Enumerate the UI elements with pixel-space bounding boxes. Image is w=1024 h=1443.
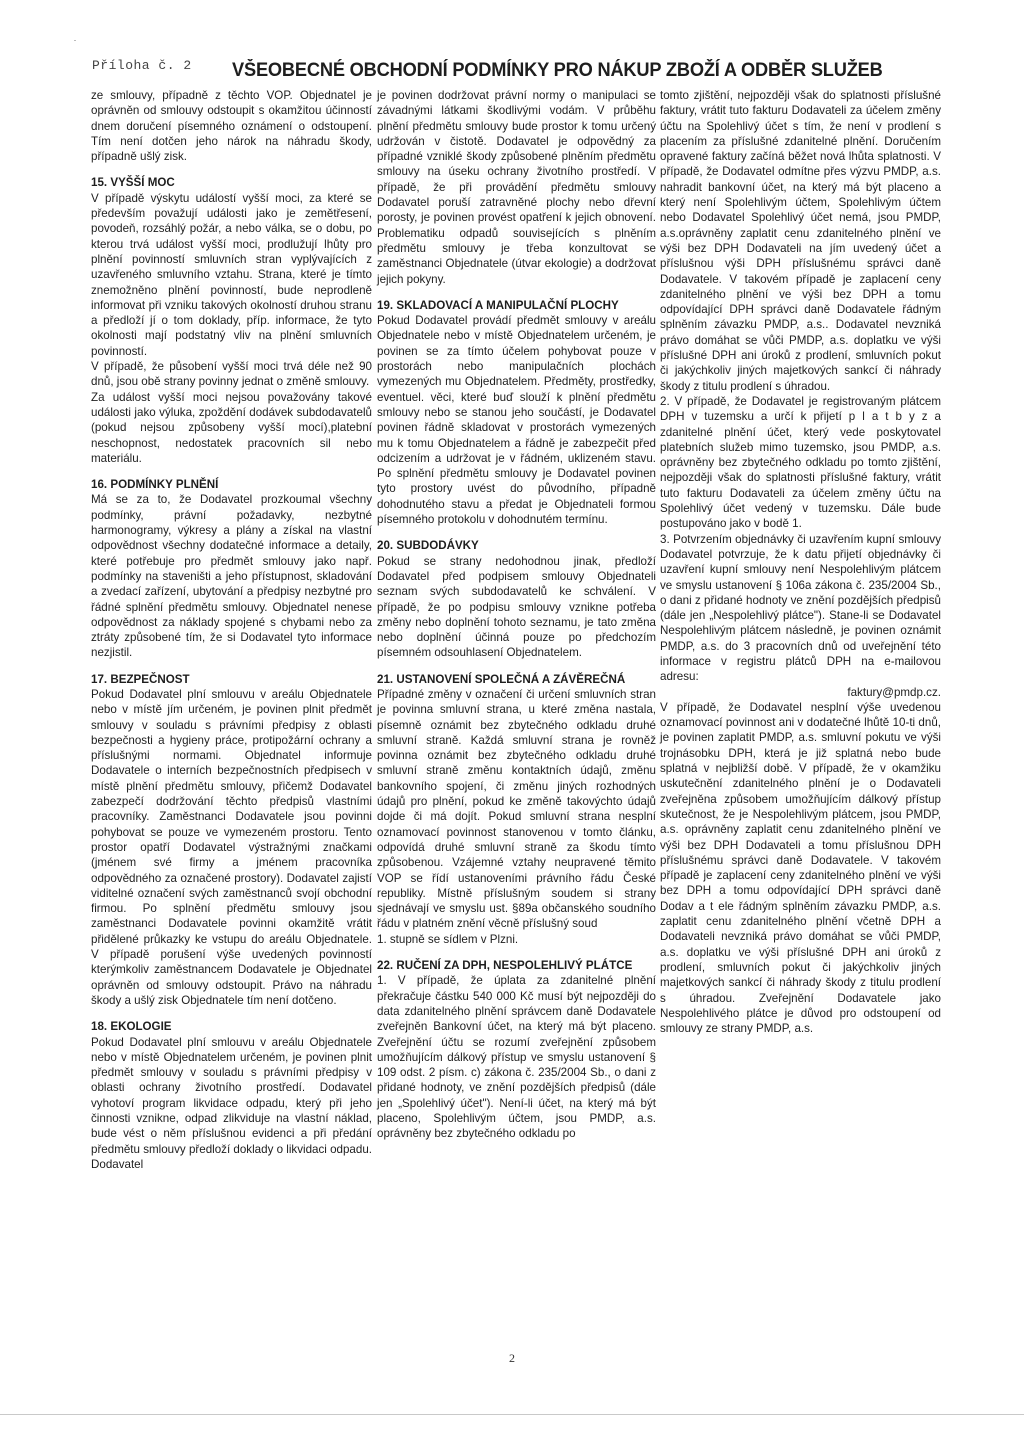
column-1 xyxy=(91,88,372,1172)
section-heading: 15. VYŠŠÍ MOC xyxy=(91,176,175,190)
paragraph: je povinen dodržovat právní normy o manipulaci se závadnými látkami škodlivými vodám. V průběhu plnění předmětu smlouvy bude prostor k tomu určený udržován v čistotě. Dodavatel je odpovědný za případné vzniklé škody způsobené plněním předmětu smlouvy na úseku ochrany životního prostředí. V případě, že při provádění předmětu smlouvy Dodavatel poruší zatravněné plochy nebo dřevní porosty, je povinen provést opatření k jejich obnovení. Problematiku odpadů souvisejících s plněním předmětu smlouvy je třeba konzultovat se zaměstnanci Objednatele (útvar ekologie) a dodržovat jejich pokyny. xyxy=(377,89,656,286)
paragraph: ze smlouvy, případně z těchto VOP. Objednatel je oprávněn od smlouvy odstoupit s okamžitou účinností dnem doručení písemného oznámení o odstoupení. Tím není dotčen jeho nárok na náhradu škody, případně ušlý zisk. xyxy=(91,89,372,164)
scan-artifact xyxy=(74,40,76,41)
paragraph: V případě, že Dodavatel nesplní výše uvedenou oznamovací povinnost ani v dodatečné lhůtě 10-ti dnů, je povinen zaplatit PMDP, a.s. smluvní pokutu ve výši trojnásobku DPH, která je již splatná nebo bude splatná v nejbližší době. V případě, že v okamžiku uskutečnění zdanitelného plnění je o Dodavateli zveřejněna způsobem umožňujícím dálkový přístup skutečnost, že je Nespolehlivým plátcem, jsou PMDP, a.s. oprávněny zaplatit cenu zdanitelného plnění ve výši bez DPH Dodavateli a tomu příslušnou DPH příslušnému správci daně Dodavatele. V takovém případě je zaplacení ceny zdanitelného plnění ve výši bez DPH a tomu odpovídající DPH správci daně Dodav a t ele řádným splněním závazku PMDP, a.s. zaplatit cenu zdanitelného plnění včetně DPH a Dodavateli nevzniká právo domáhat se vůči PMDP, a.s. doplatku ve výši příslušné DPH ani úroků z prodlení, smluvních pokut či jakýchkoliv jiných majetkových sankcí či náhrady škody z titulu prodlení s úhradou. Zveřejnění Dodavatele jako Nespolehlivého plátce je důvod pro odstoupení od smlouvy ze strany PMDP, a.s. xyxy=(660,700,941,1036)
email-address: faktury@pmdp.cz. xyxy=(847,685,941,699)
paragraph: Za událost vyšší moci nejsou považovány takové události jako výluka, zpoždění dodávek subdodavatelů (pokud nejsou způsobeny vyšší mocí),platební neschopnost, nedostatek pracovních sil nebo materiálu. xyxy=(91,390,372,465)
section-heading: 16. PODMÍNKY PLNĚNÍ xyxy=(91,478,219,492)
section-heading: 17. BEZPEČNOST xyxy=(91,672,190,686)
section-heading: 18. EKOLOGIE xyxy=(91,1020,172,1034)
section-heading: 21. USTANOVENÍ SPOLEČNÁ A ZÁVĚREČNÁ xyxy=(377,672,626,686)
paragraph: 3. Potvrzením objednávky či uzavřením kupní smlouvy Dodavatel potvrzuje, že k datu přijetí objednávky či uzavření kupní smlouvy není Nespolehlivým plátcem ve smyslu ustanovení § 106a zákona č. 235/2004 Sb., o dani z přidané hodnoty ve znění pozdějších předpisů (dále jen „Nespolehlivý plátce"). Stane-li se Dodavatel Nespolehlivým plátcem následně, je povinen oznámit PMDP, a.s. do 3 pracovních dnů od uveřejnění této informace v registru plátců DPH na e-mailovou adresu: xyxy=(660,532,941,684)
paragraph: Má se za to, že Dodavatel prozkoumal všechny podmínky, právní požadavky, nezbytné harmonogramy, výkresy a plány a získal na vlastní odpovědnost všechny dodatečné informace a detaily, které potřebuje pro předmět smlouvy jako např. podmínky na staveništi a jeho přístupnost, skladování a zvedací zařízení, ubytování a předpisy nezbytné pro řádné splnění předmětu smlouvy. Objednatel nenese odpovědnost za náklady spojené s chybami nebo za ztráty způsobené tím, že si Dodavatel tyto informace nezjistil. xyxy=(91,493,372,660)
section-heading: 22. RUČENÍ ZA DPH, NESPOLEHLIVÝ PLÁTCE xyxy=(377,959,633,973)
paragraph: 1. V případě, že úplata za zdanitelné plnění překračuje částku 540 000 Kč musí být nejpozději do data zdanitelného plnění správcem daně Dodavatele zveřejněn Bankovní účet, na který má být placeno. Zveřejnění účtu se rozumí zveřejnění způsobem umožňujícím dálkový přístup ve smyslu ustanovení § 109 odst. 2 písm. c) zákona č. 235/2004 Sb., o dani z přidané hodnoty, ve znění pozdějších předpisů (dále jen „Spolehlivý účet"). Není-li účet, na který má být placeno, Spolehlivým účtem, jsou PMDP, a.s. oprávněny bez zbytečného odkladu po xyxy=(377,974,656,1141)
paragraph: 1. stupně se sídlem v Plzni. xyxy=(377,932,519,946)
paragraph: Pokud Dodavatel provádí předmět smlouvy v areálu Objednatele nebo v místě Objednatelem určeném, je povinen se za tímto účelem pohybovat pouze v prostorách nebo manipulačních plochách vymezených mu Objednatelem. Předměty, prostředky, eventuel. věci, které buď slouží k plnění předmětu smlouvy nebo se stanou jeho součástí, je Dodavatel povinen řádně skladovat v prostorách vymezených mu k tomu Objednatelem a řádně je zabezpečit před odcizením a udržovat je v řádném, uklizeném stavu. Po splnění předmětu smlouvy je Dodavatel povinen tyto prostory uvést do původního, případně dohodnutého stavu a předat je Objednateli formou písemného protokolu v dohodnutém termínu. xyxy=(377,314,656,527)
paragraph: V případě výskytu událostí vyšší moci, za které se především považují události jako je zemětřesení, povodeň, rozsáhlý požár, a nebo válka, se o dobu, po kterou trvá událost vyšší moci, prodlužují lhůty pro plnění povinností smluvních stran vyplývajících z uzavřeného smluvního vztahu. Strana, které je tímto znemožněno plnění povinností, bude neprodleně informovat při vzniku takových okolností druhou stranu a předloží jí o tom doklady, příp. informace, že tyto okolnosti mají podstatný vliv na plnění smluvních povinností. xyxy=(91,191,372,358)
paragraph: Pokud Dodavatel plní smlouvu v areálu Objednatele nebo v místě jím určeném, je povinen plnit předmět smlouvy v souladu s právními předpisy z oblasti bezpečnosti a hygieny práce, protipožární ochrany a příslušnými normami. Objednatel informuje Dodavatele o interních bezpečnostních předpisech v místě plnění předmětu smlouvy, přičemž Dodavatel zabezpečí dodržování těchto předpisů vlastními pracovníky. Zaměstnanci Dodavatele jsou povinni pohybovat se pouze ve vymezeném prostoru. Tento prostor opatří Dodavatel výstražnými značkami (jménem své firmy a jménem pracovníka odpovědného za označené prostory). Dodavatel zajistí viditelné označení svých zaměstnanců svojí obchodní firmou. Po splnění předmětu smlouvy jsou zaměstnanci Dodavatele povinni okamžitě vrátit přidělené průkazky ke vstupu do areálu Objednatele. V případě porušení výše uvedených povinností kterýmkoliv zaměstnancem Dodavatele je Objednatel oprávněn od smlouvy odstoupit. Právo na náhradu škody a ušlý zisk Objednatele tím není dotčeno. xyxy=(91,687,372,1007)
scan-edge-line xyxy=(0,1414,1024,1415)
paragraph: Pokud Dodavatel plní smlouvu v areálu Objednatele nebo v místě Objednatelem určeném, je povinen plnit předmět smlouvy v souladu s právními předpisy v oblasti ochrany životního prostředí. Dodavatel vyhotoví program likvidace odpadu, který při jeho činnosti vznikne, odpad zlikviduje na vlastní náklad, bude vést o něm příslušnou evidenci a při předání předmětu smlouvy předloží doklady o likvidaci odpadu. Dodavatel xyxy=(91,1035,372,1171)
section-heading: 19. SKLADOVACÍ A MANIPULAČNÍ PLOCHY xyxy=(377,298,619,312)
section-heading: 20. SUBDODÁVKY xyxy=(377,539,479,553)
column-3 xyxy=(660,88,941,1036)
document-title: VŠEOBECNÉ OBCHODNÍ PODMÍNKY PRO NÁKUP ZBOŽÍ A ODBĚR SLUŽEB xyxy=(232,60,883,81)
page-number: 2 xyxy=(509,1351,515,1365)
column-2 xyxy=(377,88,656,1142)
paragraph: tomto zjištění, nejpozději však do splatnosti příslušné faktury, vrátit tuto fakturu Dodavateli za účelem změny účtu na Spolehlivý účet s tím, že není v prodlení s placením za příslušné zdanitelné plnění. Doručením opravené faktury začíná běžet nová lhůta splatnosti. V případě, že Dodavatel odmítne přes výzvu PMDP, a.s. nahradit bankovní účet, na který má být placeno a který není Spolehlivým účtem, Spolehlivým účtem nebo Dodavatel Spolehlivý účet nemá, jsou PMDP, a.s.oprávněny zaplatit cenu zdanitelného plnění ve výši bez DPH Dodavateli na jím uvedený účet a příslušnou výši DPH příslušnému správci daně Dodavatele. V takovém případě je zaplacení ceny zdanitelného plnění ve výši bez DPH a tomu odpovídající DPH správci daně Dodavatele řádným splněním závazku PMDP, a.s.. Dodavatel nevzniká právo domáhat se vůči PMDP, a.s. doplatku ve výši příslušné DPH ani úroků z prodlení, smluvních pokut či jakýchkoliv jiných majetkových sankcí či náhrady škody z titulu prodlení s úhradou. xyxy=(660,89,941,393)
paragraph: V případě, že působení vyšší moci trvá déle než 90 dnů, jsou obě strany povinny jednat o změně smlouvy. xyxy=(91,360,372,389)
attachment-label: Příloha č. 2 xyxy=(92,58,192,73)
paragraph: 2. V případě, že Dodavatel je registrovaným plátcem DPH v tuzemsku a určí k přijetí p l a t b y z a zdanitelné plnění účet, který vede poskytovatel platebních služeb mimo tuzemsko, jsou PMDP, a.s. oprávněny bez zbytečného odkladu po tomto zjištění, nejpozději však do splatnosti příslušné faktury, vrátit tuto fakturu Dodavateli za účelem změny účtu na Spolehlivý účet vedený v tuzemsku. Dále bude postupováno jako v bodě 1. xyxy=(660,394,941,531)
paragraph: Případné změny v označení či určení smluvních stran je povinna smluvní strana, u které změna nastala, písemně oznámit bez zbytečného odkladu druhé smluvní straně. Každá smluvní strana je rovněž povinna oznámit bez zbytečného odkladu druhé smluvní straně změnu kontaktních údajů, změnu bankovního spojení, či změnu jiných rozhodných údajů pro plnění, pokud ke změně takovýchto údajů dojde či má dojít. Pokud smluvní strana nesplní oznamovací povinnost stanovenou v tomto článku, odpovídá druhé smluvní straně za škodu tímto způsobenou. Vzájemné vztahy neupravené těmito VOP se řídí ustanoveními právního řádu České republiky. Místně příslušným soudem si strany sjednávají ve smyslu ust. §89a občanského soudního řádu v platném znění věcně příslušný soud xyxy=(377,687,656,931)
paragraph: Pokud se strany nedohodnou jinak, předloží Dodavatel před podpisem smlouvy Objednateli seznam svých subdodavatelů ke schválení. V případě, že po podpisu smlouvy vznikne potřeba změny nebo doplnění tohoto seznamu, je tato změna nebo doplnění účinná pouze po předchozím písemném odsouhlasení Objednatelem. xyxy=(377,554,656,660)
